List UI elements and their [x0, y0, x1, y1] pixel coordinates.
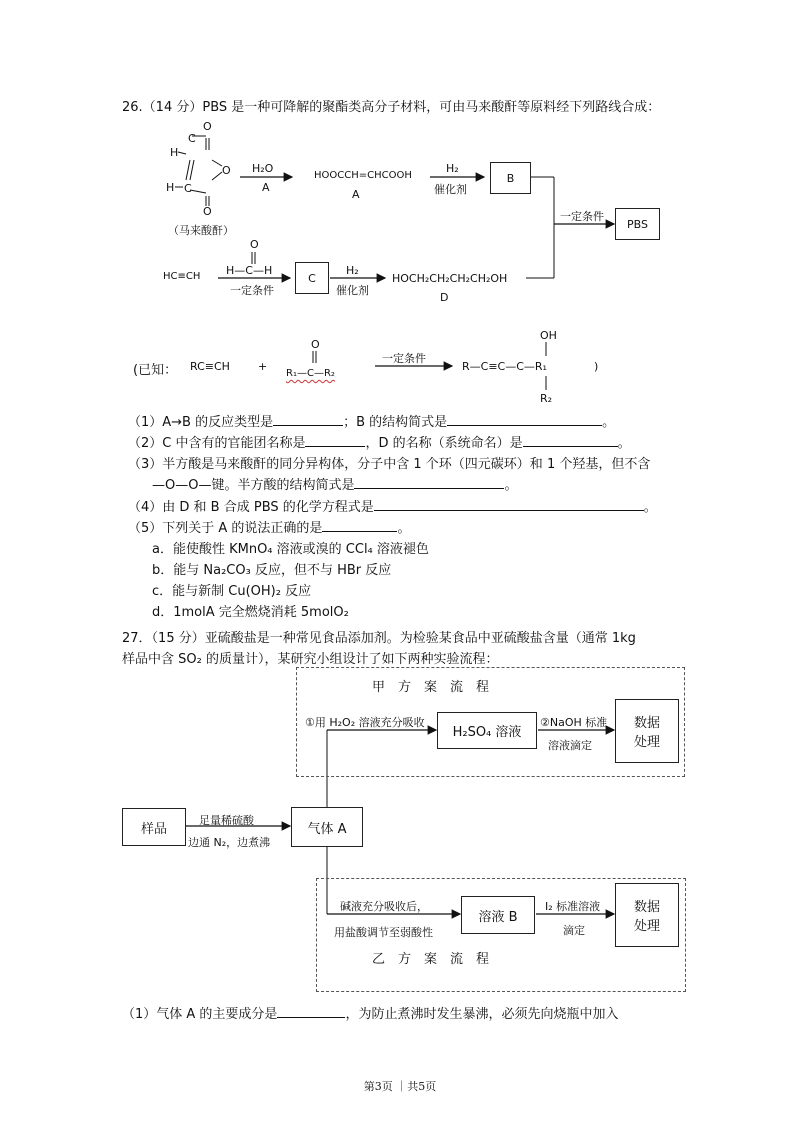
- plan-b-title: 乙 方 案 流 程: [372, 952, 490, 967]
- q26-sub2: （2）C 中含有的官能团名称是 ，D 的名称（系统命名）是 。: [128, 436, 631, 451]
- known-product-r2: R₂: [540, 392, 553, 405]
- data-processing-a: 数据 处理: [615, 699, 679, 763]
- data-processing-b: 数据 处理: [615, 883, 679, 947]
- step-a1: ①用 H₂O₂ 溶液充分吸收: [305, 716, 425, 729]
- q26-sub3-cont: —O—O—键。半方酸的结构简式是 。: [152, 478, 518, 493]
- compound-d: HOCH₂CH₂CH₂CH₂OH: [392, 272, 508, 285]
- maleic-anhydride-label: （马来酸酐）: [168, 224, 234, 237]
- ring-c1: C: [188, 132, 196, 145]
- q27-sub1: （1）气体 A 的主要成分是 ，为防止煮沸时发生暴沸，必须先向烧瓶中加入: [122, 1007, 619, 1022]
- ring-c2: C: [184, 182, 192, 195]
- q26-stem: 26.（14 分）PBS 是一种可降解的聚酯类高分子材料，可由马来酸酐等原料经下列路线合成：: [122, 100, 661, 115]
- q26-sub3: （3）半方酸是马来酸酐的同分异构体，分子中含 1 个环（四元碳环）和 1 个羟基，但不含: [128, 457, 651, 472]
- step-a2-line1: ②NaOH 标准: [540, 716, 608, 729]
- step-b1-line2: 用盐酸调节至弱酸性: [334, 926, 433, 939]
- q26-sub1: （1）A→B 的反应类型是 ；B 的结构简式是 。: [128, 415, 616, 430]
- q26-option-a: a．能使酸性 KMnO₄ 溶液或溴的 CCl₄ 溶液褪色: [152, 542, 429, 557]
- box-pbs: PBS: [615, 208, 660, 240]
- page-footer: 第3页 ｜共5页: [363, 1080, 437, 1093]
- ring-o-mid: O: [222, 164, 231, 177]
- certain-condition-2: 一定条件: [230, 284, 274, 297]
- q26-sub5: （5）下列关于 A 的说法正确的是 。: [128, 521, 411, 536]
- known-ketone-o: O: [311, 338, 320, 351]
- h2-reagent-2: H₂: [346, 264, 359, 277]
- h2-reagent-1: H₂: [446, 162, 459, 175]
- q26-option-c: c．能与新制 Cu(OH)₂ 反应: [152, 584, 312, 599]
- plan-a-title: 甲 方 案 流 程: [372, 680, 490, 695]
- box-c: C: [295, 262, 329, 294]
- gas-a-box: 气体 A: [291, 807, 363, 847]
- h2o-reagent: H₂O: [252, 162, 274, 175]
- solution-b-box: 溶液 B: [461, 896, 535, 934]
- compound-d-label: D: [440, 291, 449, 304]
- known-reactant1: RC≡CH: [190, 360, 230, 373]
- known-condition: 一定条件: [382, 352, 426, 365]
- q26-option-b: b．能与 Na₂CO₃ 反应，但不与 HBr 反应: [152, 563, 392, 578]
- step-b2-line2: 滴定: [563, 924, 585, 937]
- q26-option-d: d．1molA 完全燃烧消耗 5molO₂: [152, 605, 349, 620]
- step-b1-line1: 碱液充分吸收后，: [340, 900, 428, 913]
- known-ketone: R₁—C—R₂: [286, 368, 335, 379]
- h2so4-solution-box: H₂SO₄ 溶液: [437, 712, 537, 749]
- ring-h2: H: [166, 181, 175, 194]
- step-a2-line2: 溶液滴定: [548, 739, 592, 752]
- n2-step: 边通 N₂，边煮沸: [188, 836, 271, 849]
- acid-step: 足量稀硫酸: [199, 814, 254, 827]
- formaldehyde: H—C—H: [226, 264, 273, 277]
- compound-a: HOOCCH=CHCOOH: [314, 170, 412, 181]
- ring-o-bottom: O: [203, 205, 212, 218]
- known-prefix: (已知：: [133, 363, 178, 378]
- ring-h1: H: [170, 146, 179, 159]
- q26-sub4: （4）由 D 和 B 合成 PBS 的化学方程式是 。: [128, 500, 657, 515]
- compound-a-label: A: [352, 188, 360, 201]
- known-product-oh: OH: [540, 329, 557, 342]
- q27-stem-line2: 样品中含 SO₂ 的质量计），某研究小组设计了如下两种实验流程：: [122, 652, 499, 667]
- box-b: B: [490, 162, 531, 194]
- q27-stem-line1: 27．（15 分）亚硫酸盐是一种常见食品添加剂。为检验某食品中亚硫酸盐含量（通常 1kg: [122, 631, 636, 646]
- catalyst-2: 催化剂: [336, 284, 369, 297]
- step1-condition: A: [262, 181, 270, 194]
- acetylene: HC≡CH: [163, 271, 201, 282]
- certain-condition-1: 一定条件: [560, 210, 604, 223]
- sample-box: 样品: [122, 808, 186, 846]
- known-plus: +: [258, 360, 268, 373]
- known-suffix: ): [594, 360, 599, 373]
- step-b2-line1: I₂ 标准溶液: [545, 900, 601, 913]
- catalyst-1: 催化剂: [434, 183, 467, 196]
- known-product: R—C≡C—C—R₁: [462, 360, 547, 373]
- ring-o-top: O: [203, 120, 212, 133]
- formaldehyde-o: O: [250, 238, 259, 251]
- maleic-anhydride-structure: [175, 136, 222, 206]
